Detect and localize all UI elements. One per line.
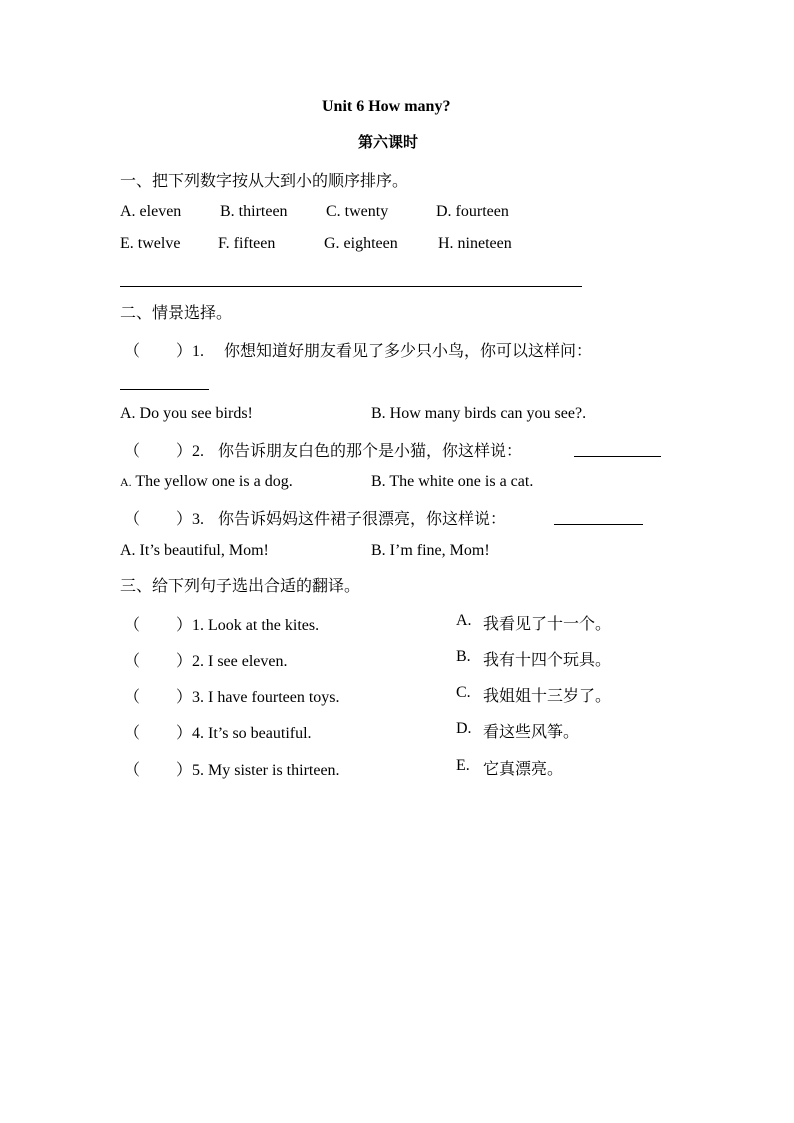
s3-row4-translation: 看这些风筝。 — [483, 722, 580, 741]
q3-option-b: B. I’m fine, Mom! — [371, 542, 490, 559]
section1-heading: 一、把下列数字按从大到小的顺序排序。 — [120, 171, 409, 190]
option-d-fourteen: D. fourteen — [436, 203, 509, 220]
s3-row1-letter: A. — [456, 612, 472, 629]
option-a-eleven: A. eleven — [120, 203, 182, 220]
q3-answer-line[interactable] — [554, 524, 643, 525]
option-g-eighteen: G. eighteen — [324, 235, 398, 252]
section3-heading: 三、给下列句子选出合适的翻译。 — [120, 576, 361, 595]
q1-prompt: 你想知道好朋友看见了多少只小鸟，你可以这样问： — [224, 341, 593, 360]
section1-answer-line[interactable] — [120, 286, 582, 287]
s3-row1-sentence[interactable]: ）1. Look at the kites. — [176, 617, 320, 634]
q2-option-a-text: The yellow one is a dog. — [135, 473, 293, 490]
option-h-nineteen: H. nineteen — [438, 235, 512, 252]
q2-prompt: 你告诉朋友白色的那个是小猫，你这样说： — [218, 441, 523, 460]
q3-option-a: A. It’s beautiful, Mom! — [120, 542, 269, 559]
q1-number[interactable]: ）1. — [176, 343, 205, 360]
q1-answer-line[interactable] — [120, 389, 209, 390]
s3-row2-letter: B. — [456, 648, 471, 665]
lesson-subtitle: 第六课时 — [358, 133, 419, 151]
q2-number[interactable]: ）2. — [176, 443, 205, 460]
q2-option-a — [120, 473, 293, 491]
s3-row3-sentence[interactable]: ）3. I have fourteen toys. — [176, 689, 340, 706]
s3-row1-open: （ — [124, 615, 141, 634]
q3-number[interactable]: ）3. — [176, 511, 205, 528]
option-c-twenty: C. twenty — [326, 203, 389, 220]
q2-open-paren: （ — [124, 441, 141, 460]
q2-option-a-letter: A. — [120, 475, 132, 489]
s3-row5-translation: 它真漂亮。 — [483, 759, 564, 778]
s3-row2-sentence[interactable]: ）2. I see eleven. — [176, 653, 288, 670]
s3-row3-open: （ — [124, 687, 141, 706]
q2-option-b: B. The white one is a cat. — [371, 473, 534, 490]
s3-row5-open: （ — [124, 760, 141, 779]
section2-heading: 二、情景选择。 — [120, 303, 233, 322]
s3-row3-translation: 我姐姐十三岁了。 — [483, 686, 612, 705]
option-b-thirteen: B. thirteen — [220, 203, 288, 220]
s3-row4-open: （ — [124, 723, 141, 742]
q1-option-b: B. How many birds can you see?. — [371, 405, 587, 422]
s3-row5-letter: E. — [456, 757, 470, 774]
q2-answer-line[interactable] — [574, 456, 661, 457]
s3-row4-letter: D. — [456, 720, 472, 737]
q1-option-a: A. Do you see birds! — [120, 405, 253, 422]
q1-open-paren: （ — [124, 341, 141, 360]
s3-row4-sentence[interactable]: ）4. It’s so beautiful. — [176, 725, 312, 742]
q3-prompt: 你告诉妈妈这件裙子很漂亮，你这样说： — [218, 509, 507, 528]
s3-row1-translation: 我看见了十一个。 — [483, 614, 612, 633]
s3-row2-translation: 我有十四个玩具。 — [483, 650, 612, 669]
page-title: Unit 6 How many? — [322, 98, 451, 115]
s3-row2-open: （ — [124, 651, 141, 670]
s3-row3-letter: C. — [456, 684, 471, 701]
s3-row5-sentence[interactable]: ）5. My sister is thirteen. — [176, 762, 340, 779]
q3-open-paren: （ — [124, 509, 141, 528]
option-e-twelve: E. twelve — [120, 235, 181, 252]
option-f-fifteen: F. fifteen — [218, 235, 276, 252]
